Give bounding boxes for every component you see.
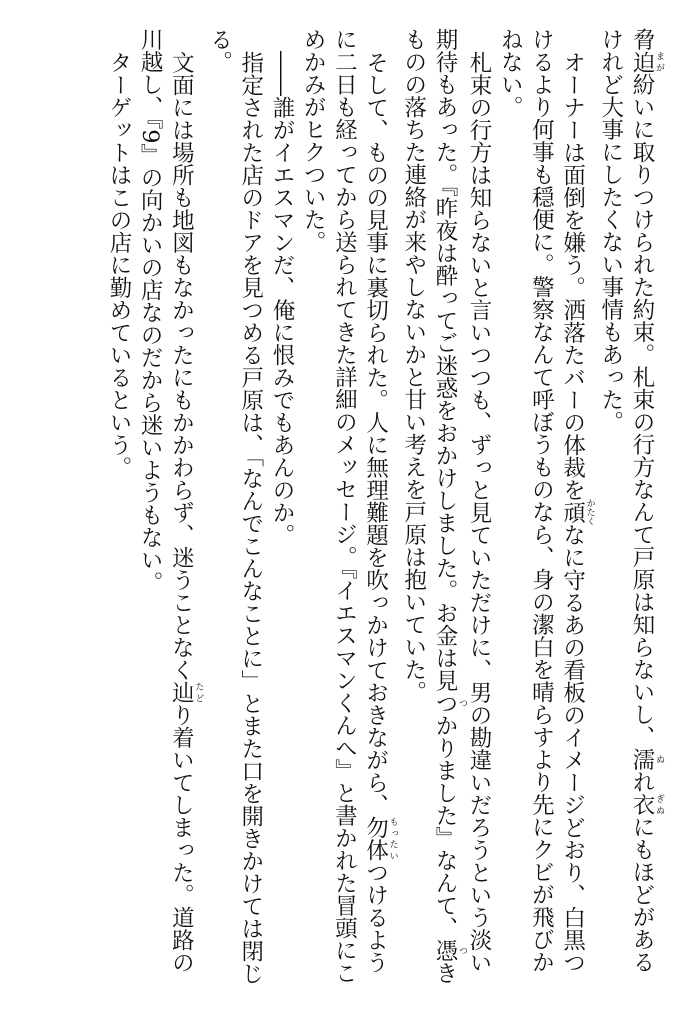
ruby-reading: たど bbox=[193, 680, 204, 703]
ruby-annotation bbox=[629, 793, 664, 816]
text-run: にもほどがあるけれど大事にしたくない事情もあった。 bbox=[597, 28, 655, 973]
text-run: 紛いに取りつけられた約束。札束の行方なんて戸原は知らないし、 bbox=[629, 73, 655, 748]
ruby-annotation bbox=[629, 50, 664, 74]
paragraph bbox=[494, 28, 595, 988]
text-run: かりました』なんて、 bbox=[431, 714, 458, 940]
text-run: 指定された店のドアを見つめる戸原は、「なんでこんなことに」とまた口を開きかけては閉じる。 bbox=[206, 28, 264, 985]
ruby-reading: つ bbox=[456, 939, 467, 962]
text-run: り着いてしまった。道路の川越し、『9』の向かいの店なのだから迷いようもない。 bbox=[137, 28, 195, 973]
ruby-base: 辿 bbox=[168, 680, 195, 703]
paragraph bbox=[203, 28, 265, 988]
text-run: 札束の行方は知らないと言いつつも、ずっと見ていただけに、男の勘違いだろうという淡い期待もあった。『昨夜は酔ってご迷惑をおかけしました。お金は見 bbox=[431, 28, 492, 973]
paragraph bbox=[297, 28, 398, 988]
text-run: そして、ものの見事に裏切られた。人に無理難題を吹っかけておきながら、 bbox=[362, 50, 389, 816]
ruby-annotation bbox=[559, 498, 595, 526]
text-run: オーナーは面倒を嫌う。洒落たバーの体裁を bbox=[559, 50, 586, 501]
ruby-base: 頑 bbox=[559, 498, 586, 526]
text-run: きものの落ちた連絡が来やしないかと甘い考えを戸原は抱いていた。 bbox=[400, 28, 458, 985]
ruby-base: 脅 bbox=[629, 28, 655, 51]
paragraph bbox=[595, 28, 664, 988]
paragraph bbox=[134, 28, 203, 988]
ruby-annotation bbox=[431, 939, 467, 962]
text-run: なに守るあの看板のイメージどおり、白黒つけるより何事も穏便に。警察なんて呼ぼうものなら、身の潔白を晴らすより先にクビが飛びかねない。 bbox=[497, 28, 586, 973]
text-run: つけるように二日も経ってから送られてきた詳細のメッセージ。『イエスマンくんへ』と書かれた冒頭にこめかみがヒクついた。 bbox=[300, 28, 389, 985]
ruby-reading: ぎぬ bbox=[654, 793, 664, 816]
ruby-reading: かたく bbox=[584, 498, 595, 526]
ruby-reading: ぬ bbox=[654, 748, 664, 771]
ruby-reading: つ bbox=[456, 691, 467, 715]
ruby-annotation bbox=[431, 691, 467, 715]
ruby-annotation bbox=[362, 815, 398, 861]
ruby-base: 勿体 bbox=[362, 815, 389, 861]
ruby-base: つ bbox=[431, 691, 458, 715]
text-run: れ bbox=[629, 770, 655, 793]
text-run: ターゲットはこの店に勤めているという。 bbox=[105, 50, 132, 478]
paragraph bbox=[103, 28, 134, 988]
ruby-base: 迫 bbox=[629, 50, 655, 73]
ruby-base: 衣 bbox=[629, 793, 655, 816]
ruby-annotation bbox=[629, 28, 655, 51]
ruby-annotation bbox=[629, 748, 664, 771]
ruby-reading: もったい bbox=[387, 815, 398, 861]
ruby-base: 憑 bbox=[431, 939, 458, 962]
ruby-annotation bbox=[168, 680, 204, 704]
paragraph bbox=[398, 28, 494, 988]
text-run: ――誰がイエスマンだ、俺に恨みでもあんのか。 bbox=[268, 50, 295, 546]
ruby-reading: まが bbox=[654, 50, 664, 73]
vertical-text-body bbox=[103, 28, 664, 988]
ruby-base: 濡 bbox=[629, 748, 655, 771]
text-run: 文面には場所も地図もなかったにもかかわらず、迷うことなく bbox=[168, 50, 195, 681]
paragraph bbox=[266, 28, 297, 988]
